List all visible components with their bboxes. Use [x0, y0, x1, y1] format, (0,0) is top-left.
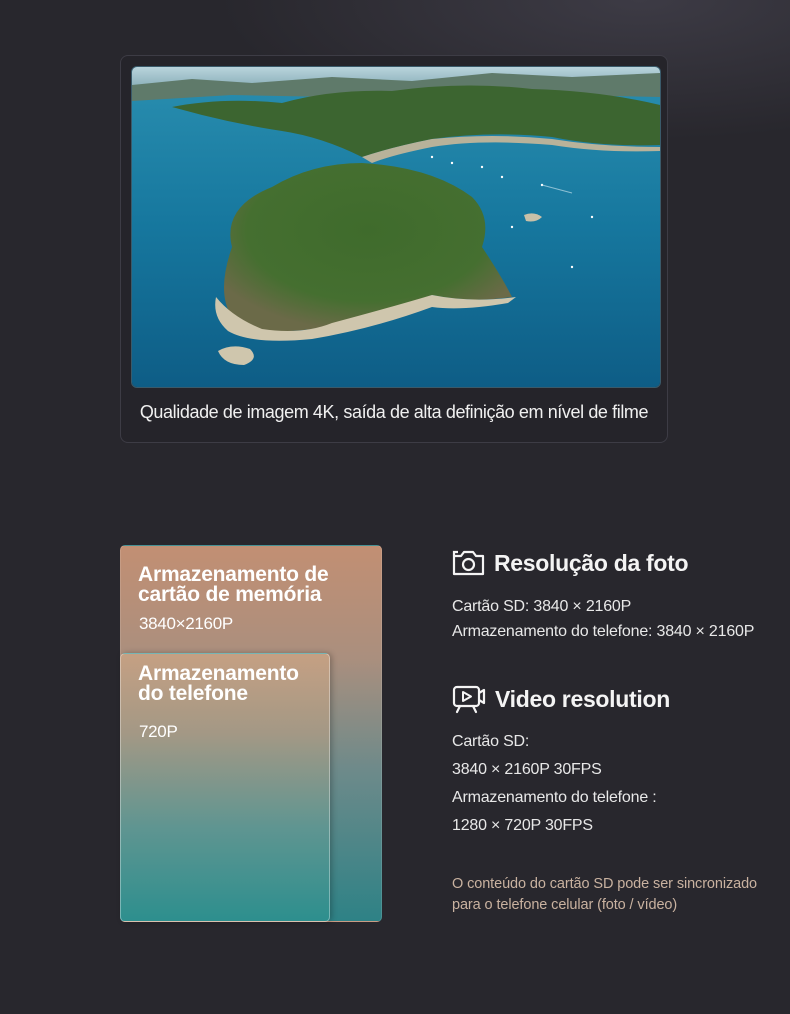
photo-resolution-title: Resolução da foto [494, 549, 689, 576]
video-phone-label: Armazenamento do telefone : [452, 789, 657, 806]
hero-island-image [131, 66, 661, 388]
photo-phone-resolution: Armazenamento do telefone: 3840 × 2160P [452, 623, 755, 640]
photo-resolution-heading [452, 549, 688, 577]
sd-card-title-line1: Armazenamento de [138, 563, 329, 586]
video-sd-resolution: 3840 × 2160P 30FPS [452, 761, 602, 778]
video-resolution-heading [452, 684, 670, 714]
hero-panel [120, 55, 668, 443]
sd-card-resolution: 3840×2160P [139, 614, 233, 633]
sd-card-title-line2: cartão de memória [138, 583, 322, 606]
sync-note-line1: O conteúdo do cartão SD pode ser sincronizado [452, 876, 758, 892]
video-phone-resolution: 1280 × 720P 30FPS [452, 817, 593, 834]
hero-caption: Qualidade de imagem 4K, saída de alta definição em nível de filme [139, 402, 649, 422]
phone-card-title-line1: Armazenamento [138, 662, 299, 685]
phone-card-title-line2: do telefone [138, 682, 248, 705]
video-resolution-title: Video resolution [495, 685, 670, 712]
sync-note-line2: para o telefone celular (foto / vídeo) [452, 897, 678, 913]
camera-icon [452, 549, 485, 577]
phone-card-resolution: 720P [139, 722, 178, 741]
phone-storage-card [120, 653, 330, 922]
photo-sd-resolution: Cartão SD: 3840 × 2160P [452, 598, 632, 615]
video-icon [452, 684, 486, 714]
video-sd-label: Cartão SD: [452, 733, 530, 750]
